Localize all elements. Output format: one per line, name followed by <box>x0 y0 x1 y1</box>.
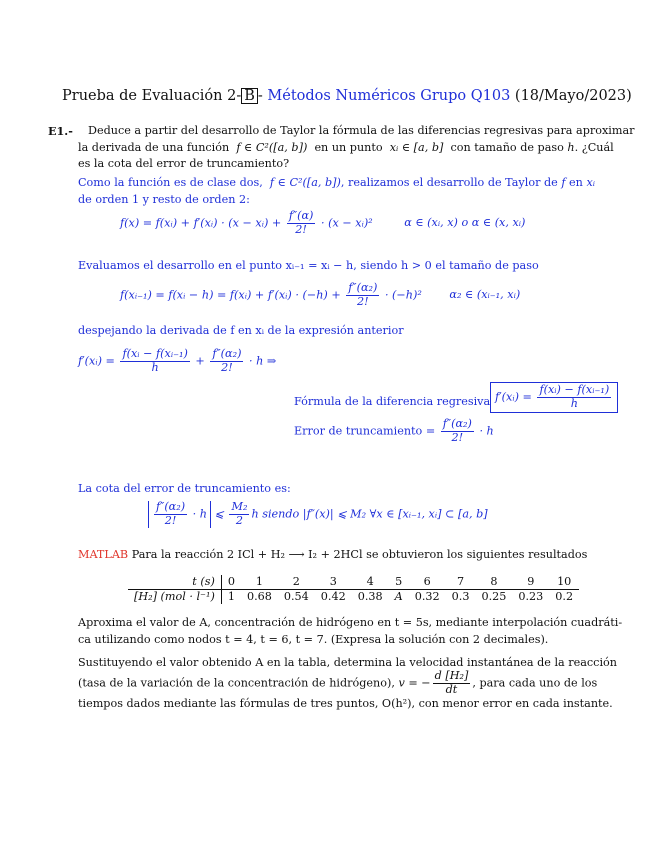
course-name: Métodos Numéricos Grupo Q103 <box>267 88 511 104</box>
table-cell: 6 <box>409 575 446 590</box>
q3-2b: v = − <box>398 676 431 690</box>
formula-label: Fórmula de la diferencia regresiva <box>294 395 491 408</box>
table-cell: 1 <box>227 590 235 603</box>
error-bound <box>148 501 488 528</box>
table-cell: 10 <box>549 575 579 590</box>
truncation-error <box>294 418 494 445</box>
table-cell: 0.23 <box>518 590 544 603</box>
table-cell: 9 <box>512 575 549 590</box>
eq2-num: f″(α₂) <box>348 281 378 294</box>
table-cell: 0.68 <box>246 590 272 603</box>
abs-value <box>148 501 211 528</box>
eq3-den1: h <box>151 360 159 374</box>
derivative-equation <box>78 348 276 375</box>
question-2-line-2: ca utilizando como nodos t = 4, t = 6, t = 7. (Expresa la solución con 2 decimales). <box>78 633 549 646</box>
bound-den2: 2 <box>235 513 244 527</box>
rate-fraction <box>433 670 471 697</box>
eq2-den: 2! <box>357 294 369 308</box>
error-rest: · h <box>479 424 494 438</box>
table-cell: 0.42 <box>320 590 346 603</box>
backward-difference-formula <box>490 382 618 413</box>
bound-le: ⩽ <box>214 507 224 521</box>
bound-num2: M₂ <box>231 500 248 513</box>
rate-den: dt <box>445 682 458 696</box>
formula-lhs: f′(xᵢ) = <box>495 390 532 404</box>
statement-2c: en un punto <box>314 141 383 154</box>
eq3-plus: + <box>195 354 205 368</box>
table-cell: 4 <box>352 575 389 590</box>
sol-1a: Como la función es de clase dos, <box>78 176 263 189</box>
eq1-rest: · (x − xᵢ)² <box>320 216 373 230</box>
table-cell: 0.32 <box>414 590 440 603</box>
sol-1d: f <box>561 176 566 189</box>
eq3-fraction-2 <box>210 348 243 375</box>
error-num: f″(α₂) <box>442 417 472 430</box>
table-cell: 0.38 <box>357 590 383 603</box>
bound-den: 2! <box>164 513 177 527</box>
table-cell: 5 <box>389 575 409 590</box>
eq3-lhs: f′(xᵢ) = <box>78 354 115 368</box>
table-cell: 3 <box>315 575 352 590</box>
table-cell: 0.3 <box>451 590 470 603</box>
data-table <box>128 575 579 604</box>
exercise-label: E1.- <box>48 124 73 138</box>
table-cell: 0.2 <box>555 590 574 603</box>
statement-2g: . ¿Cuál <box>574 141 614 154</box>
table-cell: 8 <box>475 575 512 590</box>
eq2-condition: α₂ ∈ (xᵢ₋₁, xᵢ) <box>449 288 521 302</box>
table-cell: A <box>394 590 403 603</box>
error-den: 2! <box>451 430 464 444</box>
page-title <box>62 88 632 104</box>
statement-2f: h <box>567 141 575 154</box>
error-label: Error de truncamiento = <box>294 424 436 438</box>
statement-line-2 <box>78 141 614 154</box>
formula-fraction <box>537 384 611 411</box>
solution-line-3: Evaluamos el desarrollo en el punto xᵢ₋₁ = xᵢ − h, siendo h > 0 el tamaño de paso <box>78 259 539 272</box>
sol-1b: f ∈ C²([a, b]) <box>269 176 341 189</box>
statement-line-1: Deduce a partir del desarrollo de Taylor la fórmula de las diferencias regresivas para aproximar <box>88 124 635 137</box>
eq1-lhs: f(x) = f(xᵢ) + f′(xᵢ) · (x − xᵢ) + <box>120 216 282 230</box>
question-2-line-1: Aproxima el valor de A, concentración de hidrógeno en t = 5s, mediante interpolación cuadráti- <box>78 616 623 629</box>
sol-1c: , realizamos el desarrollo de Taylor de <box>340 176 558 189</box>
matlab-tag: MATLAB <box>78 548 129 561</box>
statement-2a: la derivada de una función <box>78 141 230 154</box>
error-fraction <box>441 418 474 445</box>
table-header-concentration: [H₂] (mol · l⁻¹) <box>128 590 221 605</box>
statement-2e: con tamaño de paso <box>450 141 564 154</box>
solution-line-2: de orden 1 y resto de orden 2: <box>78 193 250 206</box>
eq3-den2: 2! <box>221 360 233 374</box>
table-cell: 0 <box>221 575 241 590</box>
eq3-fraction-1 <box>120 348 189 375</box>
table-cell: 7 <box>446 575 476 590</box>
question-3-line-1: Sustituyendo el valor obtenido A en la tabla, determina la velocidad instantánea de la reacción <box>78 656 617 669</box>
formula-num: f(xᵢ) − f(xᵢ₋₁) <box>539 383 610 396</box>
solution-line-5: La cota del error de truncamiento es: <box>78 482 291 495</box>
exercise-statement <box>88 124 635 137</box>
exam-variant-box: B <box>241 88 258 104</box>
eq2-lhs: f(xᵢ₋₁) = f(xᵢ − h) = f(xᵢ) + f′(xᵢ) · (−h) + <box>120 288 341 302</box>
table-row-concentration <box>128 590 579 605</box>
bound-rest: h siendo |f″(x)| ⩽ M₂ ∀x ∈ [xᵢ₋₁, xᵢ] ⊂ [a, b] <box>251 507 488 521</box>
sol-1f: xᵢ <box>586 176 595 189</box>
eq2-fraction <box>346 282 379 309</box>
taylor-equation <box>120 210 525 237</box>
matlab-problem-line <box>78 548 587 561</box>
eq1-condition: α ∈ (xᵢ, x) o α ∈ (x, xᵢ) <box>404 216 526 230</box>
matlab-text: Para la reacción 2 ICl + H₂ ⟶ I₂ + 2HCl se obtuvieron los siguientes resultados <box>131 548 588 561</box>
eq3-num1: f(xᵢ − f(xᵢ₋₁) <box>122 347 188 360</box>
table-header-time: t (s) <box>128 575 221 590</box>
table-cell: 1 <box>241 575 278 590</box>
question-3-line-2 <box>78 670 597 697</box>
eq3-rest: · h ⇒ <box>249 354 277 368</box>
solution-line-1 <box>78 176 595 189</box>
statement-2b: f ∈ C²([a, b]) <box>236 141 308 154</box>
bound-h: · h <box>192 507 207 521</box>
evaluated-equation <box>120 282 520 309</box>
bound-fraction-2 <box>229 501 249 528</box>
title-prefix: Prueba de Evaluación 2- <box>62 88 242 104</box>
rate-num: d [H₂] <box>434 669 469 682</box>
bound-num: f″(α₂) <box>156 500 186 513</box>
table-cell: 0.54 <box>283 590 309 603</box>
table-cell: 0.25 <box>481 590 507 603</box>
q3-2a: (tasa de la variación de la concentración de hidrógeno), <box>78 676 395 690</box>
bound-fraction <box>154 501 187 528</box>
eq1-fraction <box>287 210 316 237</box>
title-dash: - <box>257 88 263 104</box>
statement-2d: xᵢ ∈ [a, b] <box>389 141 444 154</box>
solution-line-4: despejando la derivada de f en xᵢ de la expresión anterior <box>78 324 404 337</box>
table-row-time <box>128 575 579 590</box>
eq3-num2: f″(α₂) <box>212 347 242 360</box>
sol-1e: en <box>569 176 583 189</box>
formula-den: h <box>570 396 578 410</box>
eq1-den: 2! <box>295 222 307 236</box>
exam-date: (18/Mayo/2023) <box>514 88 632 104</box>
eq2-rest: · (−h)² <box>384 288 422 302</box>
q3-2c: , para cada uno de los <box>472 676 598 690</box>
question-3-line-3: tiempos dados mediante las fórmulas de tres puntos, O(h²), con menor error en cada instante. <box>78 697 613 710</box>
eq1-num: f″(α) <box>288 209 314 222</box>
statement-line-3: es la cota del error de truncamiento? <box>78 157 290 170</box>
table-cell: 2 <box>278 575 315 590</box>
